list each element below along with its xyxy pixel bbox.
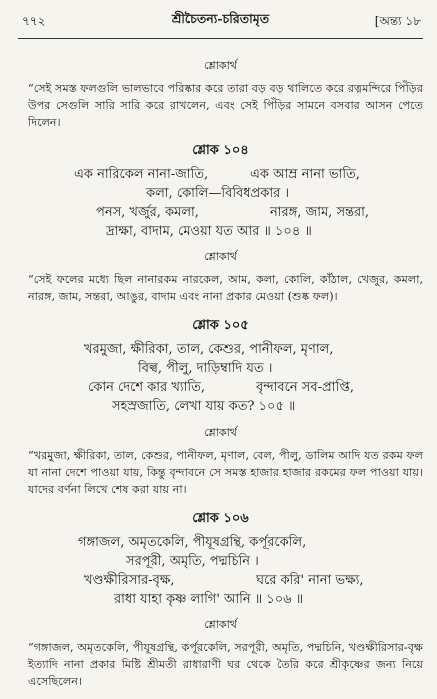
verse-line-part: সরপূরী, অমৃতি, পদ্মচিনি । <box>126 554 259 569</box>
translation-heading: শ্লোকার্থ <box>204 59 237 72</box>
verse-line-part: কোন দেশে কার খ্যাতি, <box>88 380 206 395</box>
verse-line <box>18 184 423 203</box>
verse-title: শ্লোক ১০৫ <box>192 318 249 333</box>
verse-line-part: নারঙ্গ, জাম, সন্তরা, <box>270 205 370 220</box>
verse-line <box>18 378 423 397</box>
verse-line <box>18 397 423 416</box>
verse-line <box>18 340 423 359</box>
verse-line-part: কলা, কোলি—বিবিধপ্রকার । <box>146 186 290 201</box>
translation-paragraph: “খরমুজা, ক্ষীরিকা, তাল, কেশুর, পানীফল, মৃণাল, বেল, পীলু, ডালিম আদি যত রকম ফল যা নানা দেশে পাওয়া যায়, কিন্তু বৃন্দাবনে সে সমস্ত হাজার হাজার রকমের ফল পাওয়া যায়। যাদের বর্ণনা লিখে শেষ করা যায় না। <box>28 449 423 496</box>
verse-line-part: খণ্ডক্ষীরিসার-বৃক্ষ, <box>84 573 175 588</box>
translation-heading: শ্লোকার্থ <box>204 426 237 439</box>
running-title: শ্রীচৈতন্য-চরিতামৃত <box>171 11 270 26</box>
section-reference: [অন্ত্য ১৮ <box>374 14 421 28</box>
verse-line-part: বৃন্দাবনে সব-প্রাপ্তি, <box>256 380 355 395</box>
verse-line-part: রাধা যাহা কৃষ্ণ লাগি' আনি ॥ ১০৬ ॥ <box>114 592 304 607</box>
verse-line-part: গঙ্গাজল, অমৃতকেলি, পীযূষগ্রন্থি, কর্পূরকেলি, <box>78 535 307 550</box>
verse-line <box>18 222 423 241</box>
verse-line <box>18 590 423 609</box>
verse-line <box>18 533 423 552</box>
verse-106 <box>18 509 423 609</box>
verse-line <box>18 552 423 571</box>
verse-title: শ্লোক ১০৬ <box>192 511 249 526</box>
verse-line <box>18 165 423 184</box>
verse-line <box>18 571 423 590</box>
verse-line <box>18 203 423 222</box>
verse-line-part: এক আম্র নানা ভাতি, <box>250 167 360 182</box>
verse-line-part: বিল্ব, পীলু, দাড়িম্বাদি যত । <box>138 361 273 376</box>
translation-heading: শ্লোকার্থ <box>204 618 237 631</box>
verse-line-part: খরমুজা, ক্ষীরিকা, তাল, কেশুর, পানীফল, মৃণাল, <box>84 342 334 357</box>
verse-line-part: এক নারিকেল নানা-জাতি, <box>74 167 209 182</box>
translation-heading: শ্লোকার্থ <box>204 250 237 263</box>
verse-line-part: ঘরে করি' নানা ভক্ষ্য, <box>256 573 364 588</box>
verse-title: শ্লোক ১০৪ <box>192 143 249 158</box>
verse-105 <box>18 316 423 416</box>
verse-line <box>18 359 423 378</box>
page-number: ৭৭২ <box>22 14 46 28</box>
verse-line-part: পনস, খর্জুর, কমলা, <box>96 205 199 220</box>
verse-line-part: সহস্রজাতি, লেখা যায় কত? ১০৫ ॥ <box>112 399 296 414</box>
page-header <box>18 0 423 39</box>
translation-paragraph: “গঙ্গাজল, অমৃতকেলি, পীযূষগ্রন্থি, কর্পূরকেলি, সরপূরী, অমৃতি, পদ্মচিনি, খণ্ডক্ষীরিসার-বৃক্ষ ইত্যাদি নানা প্রকার মিষ্টি শ্রীমতী রাধারাণী ঘর থেকে তৈরি করে শ্রীকৃষ্ণের জন্য নিয়ে এসেছিলেন। <box>28 641 423 688</box>
translation-paragraph: “সেই ফলের মধ্যে ছিল নানারকম নারকেল, আম, কলা, কোলি, কাঁঠাল, খেজুর, কমলা, নারঙ্গ, জাম, সন্তরা, আঙুর, বাদাম এবং নানা প্রকার মেওয়া (শুষ্ক ফল)। <box>28 273 423 303</box>
verse-104 <box>18 141 423 241</box>
translation-paragraph: “সেই সমস্ত ফলগুলি ভালভাবে পরিষ্কার করে তারা বড় বড় থালিতে করে রত্নমন্দিরে পিঁড়ির উপর সেগুলি সারি সারি করে রাখলেন, এবং সেই পিঁড়ির সামনে বসবার আসন পেতে দিলেন। <box>28 82 423 129</box>
verse-line-part: দ্রাক্ষা, বাদাম, মেওয়া যত আর ॥ ১০৪ ॥ <box>106 224 312 239</box>
